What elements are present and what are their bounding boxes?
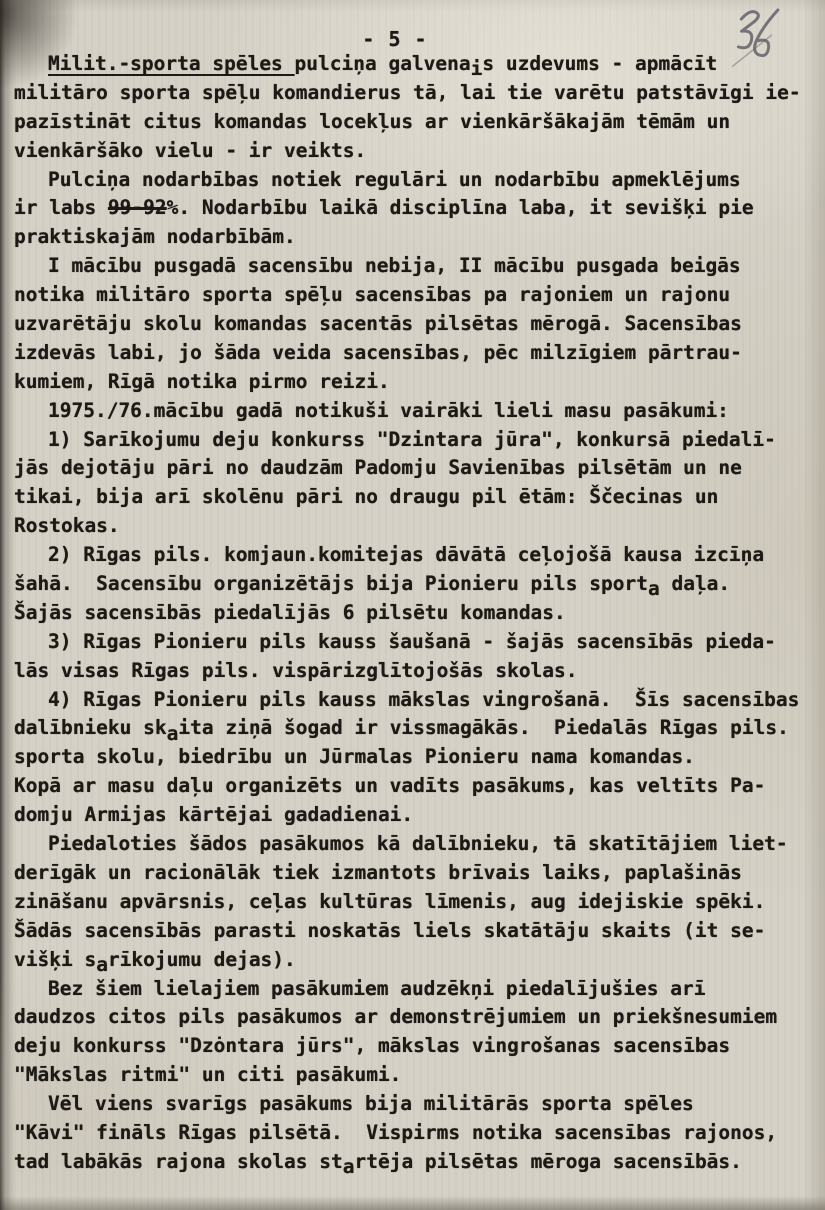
text-line (14, 194, 817, 223)
text-line (14, 483, 817, 512)
text-line (14, 50, 817, 79)
text-segment: Vēl viens svarīgs pasākums bija militārās sporta spēles (48, 1092, 694, 1116)
text-line (14, 686, 817, 715)
text-line (14, 946, 817, 975)
text-segment: rtēja pilsētas mēroga sacensībās. (354, 1149, 742, 1173)
text-segment: %. Nodarbību laikā disciplīna laba, it sevišķi pie (166, 196, 754, 220)
text-segment-subscript: a (96, 952, 108, 976)
text-segment: kumiem, Rīgā notika pirmo reizi. (14, 369, 390, 393)
text-segment-strike: 99-92 (107, 196, 167, 220)
text-line (14, 599, 817, 628)
text-line (14, 772, 817, 801)
text-segment: izdevās labi, jo šāda veida sacensības, pēc milzīgiem pārtrau- (14, 340, 742, 364)
text-line (14, 801, 817, 830)
text-segment: domju Armijas kārtējai gadadienai. (14, 803, 414, 827)
text-line (14, 368, 817, 397)
text-segment-subscript: a (647, 577, 660, 601)
text-line (14, 79, 817, 108)
text-line (14, 252, 817, 281)
text-segment: 1975./76.mācību gadā notikuši vairāki lieli masu pasākumi: (48, 398, 729, 422)
text-segment: pazīstināt citus komandas locekļus ar vienkāršākajām tēmām un (14, 109, 731, 133)
text-segment: zināšanu apvārsnis, ceļas kultūras līmenis, aug idejiskie spēki. (14, 889, 766, 913)
text-line (14, 223, 817, 252)
text-segment: sporta skolu, biedrību un Jūrmalas Pionieru nama komandas. (14, 745, 695, 769)
page-number: - 5 - (362, 27, 428, 51)
text-line (14, 1090, 817, 1119)
text-line (14, 310, 817, 339)
text-segment: Kopā ar masu daļu organizēts un vadīts pasākums, kas veltīts Pa- (14, 774, 766, 798)
text-line (14, 397, 817, 426)
text-segment: lās visas Rīgas pils. vispārizglītojošās skolas. (14, 658, 578, 682)
text-segment: dalībnieku sk (14, 716, 167, 740)
text-segment: 1) Sarīkojumu deju konkurss "Dzintara jūra", konkursā piedalī- (48, 427, 776, 451)
text-line (14, 917, 817, 946)
text-line (14, 137, 817, 166)
text-line (14, 108, 817, 137)
text-segment: rīkojumu dejas). (107, 947, 296, 971)
text-line (14, 657, 817, 686)
text-line (14, 714, 817, 743)
text-segment: šahā. Sacensību organizētājs bija Pionieru pils sport (14, 572, 648, 596)
text-segment: Šajās sacensībās piedalījās 6 pilsētu komandas. (14, 600, 566, 624)
text-line (14, 426, 817, 455)
text-line (14, 830, 817, 859)
text-line (14, 570, 817, 599)
text-segment-underline: Milit.-sporta spēles (48, 52, 295, 75)
text-segment: I mācību pusgadā sacensību nebija, II mācību pusgada beigās (48, 254, 741, 278)
text-segment: Pulciņa nodarbības notiek regulāri un nodarbību apmeklējums (48, 167, 741, 191)
text-segment: "Mākslas ritmi" un citi pasākumi. (14, 1063, 402, 1087)
text-line (14, 1003, 817, 1032)
text-segment: ir labs (14, 196, 108, 220)
text-line (14, 1032, 817, 1061)
text-segment: "Kāvi" fināls Rīgas pilsētā. Vispirms notika sacensības rajonos, (14, 1120, 778, 1144)
text-segment: derīgāk un racionālāk tiek izmantots brīvais laiks, paplašinās (14, 860, 742, 884)
text-segment: tad labākās rajona skolas st (14, 1149, 343, 1173)
text-segment: 4) Rīgas Pionieru pils kauss mākslas vingrošanā. Šīs sacensības (48, 687, 800, 711)
text-segment-subscript: a (342, 1154, 355, 1178)
text-segment-subscript: i (470, 57, 483, 81)
text-segment: uzvarētāju skolu komandas sacentās pilsētas mērogā. Sacensības (14, 312, 742, 336)
text-segment: tikai, bija arī skolēnu pāri no draugu pil ētām: Ščecinas un (14, 485, 719, 509)
text-segment: notika militāro sporta spēļu sacensības pa rajoniem un rajonu (14, 283, 731, 307)
text-line (14, 454, 817, 483)
text-line (14, 975, 817, 1004)
text-segment: vienkāršāko vielu - ir veikts. (14, 138, 367, 162)
text-segment: Šādās sacensībās parasti noskatās liels skatātāju skaits (it se- (14, 918, 766, 942)
document-lines (14, 50, 817, 1177)
text-line (14, 166, 817, 195)
text-segment: praktiskajām nodarbībām. (14, 225, 296, 249)
text-segment: 2) Rīgas pils. komjaun.komitejas dāvātā ceļojošā kausa izcīņa (48, 543, 765, 567)
text-line (14, 541, 817, 570)
text-segment: daudzos citos pils pasākumos ar demonstrējumiem un priekšnesumiem (14, 1005, 778, 1029)
text-line (14, 339, 817, 368)
text-segment: 3) Rīgas Pionieru pils kauss šaušanā - šajās sacensībās pieda- (48, 629, 776, 653)
text-line (14, 1061, 817, 1090)
text-line (14, 512, 817, 541)
text-segment: deju konkurss "Dzȯntara jūrs", mākslas vingrošanas sacensības (14, 1034, 731, 1058)
text-line (14, 743, 817, 772)
text-line (14, 628, 817, 657)
text-segment: Piedaloties šādos pasākumos kā dalībnieku, tā skatītājiem liet- (48, 832, 788, 856)
text-line (14, 1119, 817, 1148)
text-segment: pulciņa galvena (294, 52, 471, 75)
text-line (14, 281, 817, 310)
text-line (14, 859, 817, 888)
text-segment: Rostokas. (14, 514, 120, 538)
text-segment: militāro sporta spēļu komandierus tā, lai tie varētu patstāvīgi ie- (14, 80, 801, 104)
text-segment: daļa. (659, 572, 731, 596)
text-line (14, 1148, 817, 1177)
text-segment: s uzdevums - apmācīt (482, 52, 718, 75)
text-segment: jās dejotāju pāri no daudzām Padomju Savienības pilsētām un ne (14, 456, 742, 480)
text-segment: Bez šiem lielajiem pasākumiem audzēkņi piedalījušies arī (48, 976, 706, 1000)
text-segment: višķi s (14, 947, 97, 971)
text-line (14, 888, 817, 917)
text-segment-subscript: a (166, 721, 179, 745)
text-segment: ita ziņā šogad ir vissmagākās. Piedalās Rīgas pils. (178, 716, 789, 740)
